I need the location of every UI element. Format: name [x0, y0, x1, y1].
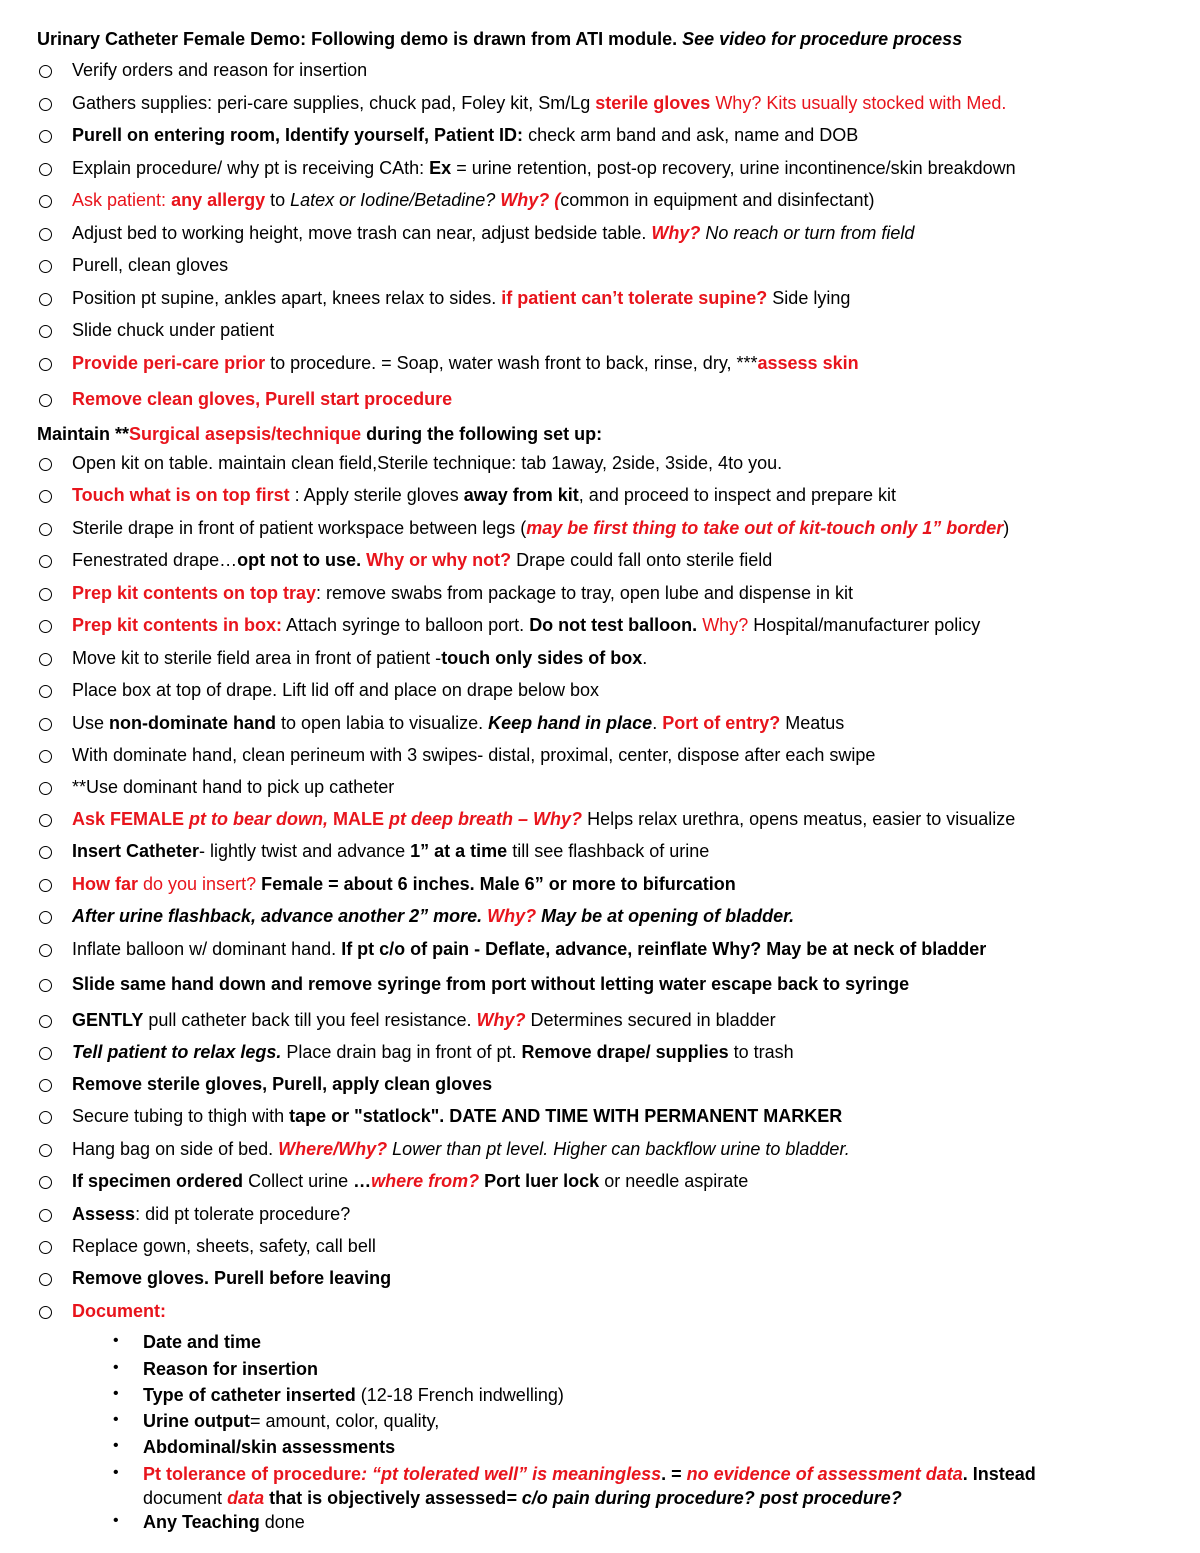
circle-bullet-icon	[39, 1273, 52, 1286]
circle-bullet-icon	[39, 358, 52, 371]
document-item-continuation: document data that is objectively assessed= c/o pain during procedure? post procedure?	[143, 1488, 902, 1508]
circle-bullet-icon	[39, 65, 52, 78]
circle-bullet-icon	[39, 1015, 52, 1028]
circle-bullet-icon	[39, 979, 52, 992]
circle-bullet-icon	[39, 260, 52, 273]
circle-bullet-icon	[39, 846, 52, 859]
title-text: Urinary Catheter Female Demo: Following demo is drawn from ATI module.	[37, 29, 678, 49]
circle-bullet-icon	[39, 98, 52, 111]
circle-bullet-icon	[39, 523, 52, 536]
circle-bullet-icon	[39, 879, 52, 892]
circle-bullet-icon	[39, 1241, 52, 1254]
circle-bullet-icon	[39, 653, 52, 666]
circle-bullet-icon	[39, 814, 52, 827]
bullet-icon: •	[113, 1385, 119, 1402]
circle-bullet-icon	[39, 195, 52, 208]
circle-bullet-icon	[39, 944, 52, 957]
circle-bullet-icon	[39, 555, 52, 568]
circle-bullet-icon	[39, 228, 52, 241]
circle-bullet-icon	[39, 1144, 52, 1157]
circle-bullet-icon	[39, 490, 52, 503]
circle-bullet-icon	[39, 458, 52, 471]
circle-bullet-icon	[39, 718, 52, 731]
circle-bullet-icon	[39, 1306, 52, 1319]
bullet-icon: •	[113, 1512, 119, 1529]
circle-bullet-icon	[39, 1047, 52, 1060]
circle-bullet-icon	[39, 588, 52, 601]
page-title	[37, 28, 962, 50]
circle-bullet-icon	[39, 1209, 52, 1222]
circle-bullet-icon	[39, 130, 52, 143]
circle-bullet-icon	[39, 782, 52, 795]
circle-bullet-icon	[39, 685, 52, 698]
circle-bullet-icon	[39, 163, 52, 176]
bullet-icon: •	[113, 1359, 119, 1376]
bullet-icon: •	[113, 1332, 119, 1349]
circle-bullet-icon	[39, 325, 52, 338]
bullet-icon: •	[113, 1437, 119, 1454]
title-video-note: See video for procedure process	[682, 29, 963, 49]
bullet-icon: •	[113, 1411, 119, 1428]
circle-bullet-icon	[39, 620, 52, 633]
circle-bullet-icon	[39, 750, 52, 763]
circle-bullet-icon	[39, 1176, 52, 1189]
circle-bullet-icon	[39, 911, 52, 924]
bullet-icon: •	[113, 1464, 119, 1481]
section-heading: Maintain **Surgical asepsis/technique during the following set up:	[37, 424, 603, 444]
circle-bullet-icon	[39, 293, 52, 306]
circle-bullet-icon	[39, 1111, 52, 1124]
circle-bullet-icon	[39, 394, 52, 407]
circle-bullet-icon	[39, 1079, 52, 1092]
